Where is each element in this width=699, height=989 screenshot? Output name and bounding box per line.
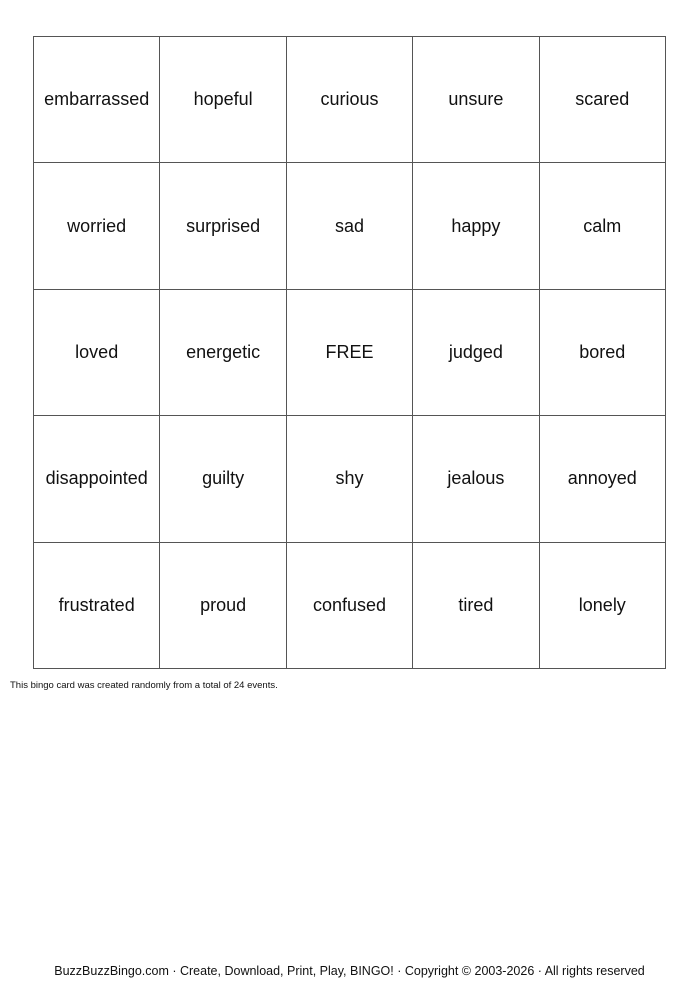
bingo-cell: scared	[540, 37, 666, 163]
bingo-cell: jealous	[413, 416, 539, 542]
bingo-cell: sad	[287, 163, 413, 289]
bingo-cell: curious	[287, 37, 413, 163]
bingo-cell: unsure	[413, 37, 539, 163]
bingo-cell: tired	[413, 543, 539, 669]
bingo-cell: confused	[287, 543, 413, 669]
bingo-cell: energetic	[160, 290, 286, 416]
bingo-cell: judged	[413, 290, 539, 416]
bingo-cell: happy	[413, 163, 539, 289]
bingo-cell: embarrassed	[34, 37, 160, 163]
bingo-card-grid	[33, 36, 666, 669]
generation-note: This bingo card was created randomly from a total of 24 events.	[10, 680, 278, 691]
bingo-cell: loved	[34, 290, 160, 416]
page-footer: BuzzBuzzBingo.com · Create, Download, Print, Play, BINGO! · Copyright © 2003-2026 · All rights reserved	[54, 964, 645, 978]
bingo-cell: frustrated	[34, 543, 160, 669]
bingo-cell: guilty	[160, 416, 286, 542]
bingo-cell: hopeful	[160, 37, 286, 163]
bingo-cell: worried	[34, 163, 160, 289]
bingo-free-cell: FREE	[287, 290, 413, 416]
bingo-cell: shy	[287, 416, 413, 542]
bingo-cell: proud	[160, 543, 286, 669]
bingo-cell: annoyed	[540, 416, 666, 542]
bingo-cell: calm	[540, 163, 666, 289]
bingo-cell: lonely	[540, 543, 666, 669]
bingo-cell: surprised	[160, 163, 286, 289]
bingo-cell: bored	[540, 290, 666, 416]
bingo-cell: disappointed	[34, 416, 160, 542]
